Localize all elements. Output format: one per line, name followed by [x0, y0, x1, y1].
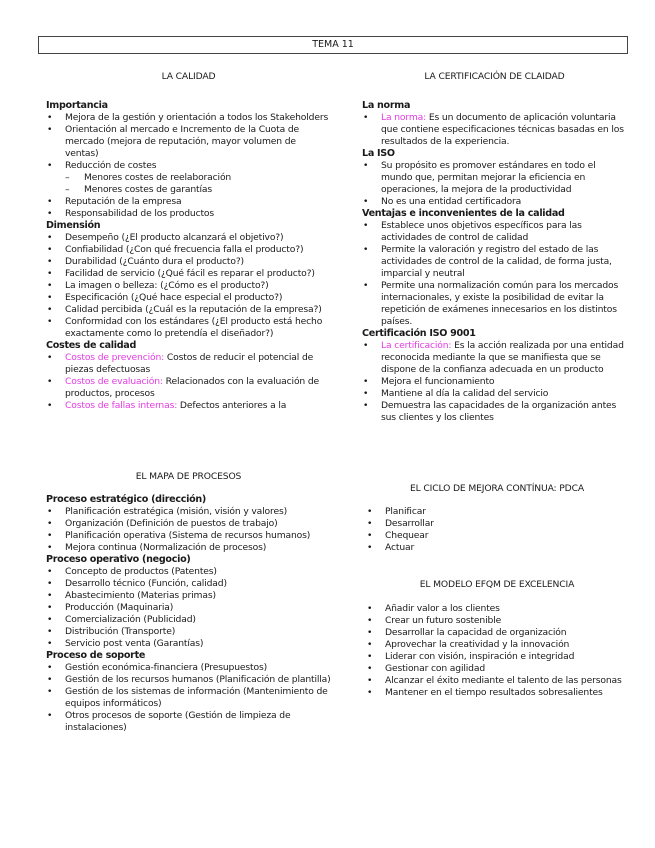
- list-item: • Gestionar con agilidad: [366, 663, 628, 675]
- pdca-list: [366, 506, 628, 554]
- list-item: • No es una entidad certificadora: [362, 196, 627, 208]
- term-definition: Es la acción realizada por una entidad reconocida mediante la que se manifiesta que se dispone de la confianza adecuada en un producto: [381, 340, 624, 375]
- list-item: • Demuestra las capacidades de la organización antes sus clientes y los clientes: [362, 400, 627, 424]
- norma-heading: La norma: [362, 100, 411, 111]
- dimension-list: [46, 232, 331, 340]
- term-definition: Costos de reducir el potencial de piezas defectuosas: [65, 352, 314, 375]
- list-item: [46, 376, 331, 400]
- list-item: • Servicio post venta (Garantías): [46, 638, 331, 650]
- dimension-heading: Dimensión: [46, 220, 101, 231]
- list-item: [46, 352, 331, 376]
- efqm-list: [366, 603, 628, 699]
- iso9001-heading: Certificación ISO 9001: [362, 328, 476, 339]
- calidad-section: [46, 71, 331, 412]
- ventajas-heading: Ventajas e inconvenientes de la calidad: [362, 208, 565, 219]
- term-definition: Es un documento de aplicación voluntaria que contiene especificaciones técnicas basadas en los resultados de la experiencia.: [381, 112, 624, 147]
- certificacion-title: LA CERTIFICACIÓN DE CLAIDAD: [424, 71, 565, 82]
- term-definition: Defectos anteriores a la: [177, 400, 287, 411]
- importancia-heading: Importancia: [46, 100, 108, 111]
- list-item: • Permite la valoración y registro del estado de las actividades de control de la calidad, de forma justa, imparcial y neutral: [362, 244, 627, 280]
- list-item: • Mejora el funcionamiento: [362, 376, 627, 388]
- list-item: • Conformidad con los estándares (¿El producto está hecho exactamente como lo pretendía el diseñador?): [46, 316, 331, 340]
- ventajas-list: [362, 220, 627, 328]
- list-item: • Calidad percibida (¿Cuál es la reputación de la empresa?): [46, 304, 331, 316]
- list-item: • Gestión de los sistemas de información (Mantenimiento de equipos informáticos): [46, 686, 331, 710]
- list-item: • Abastecimiento (Materias primas): [46, 590, 331, 602]
- costes-heading: Costes de calidad: [46, 340, 137, 351]
- list-item: • Durabilidad (¿Cuánto dura el producto?): [46, 256, 331, 268]
- iso-list: [362, 160, 627, 208]
- list-item: • Mantener en el tiempo resultados sobresalientes: [366, 687, 628, 699]
- list-item: • Añadir valor a los clientes: [366, 603, 628, 615]
- list-item: • Chequear: [366, 530, 628, 542]
- highlight-term: La certificación:: [381, 340, 452, 351]
- mapa-title: EL MAPA DE PROCESOS: [135, 471, 242, 482]
- list-item: • Responsabilidad de los productos: [46, 208, 331, 220]
- costes-list: [46, 352, 331, 412]
- highlight-term: La norma:: [381, 112, 427, 123]
- list-item: • Su propósito es promover estándares en todo el mundo que, permitan mejorar la eficiencia en operaciones, la mejora de la productividad: [362, 160, 627, 196]
- list-item: [362, 112, 627, 148]
- list-item: • Planificar: [366, 506, 628, 518]
- estrategico-heading: Proceso estratégico (dirección): [46, 494, 207, 505]
- list-item: • Reducción de costes: [46, 160, 331, 172]
- operativo-list: [46, 566, 331, 650]
- list-item: • Liderar con visión, inspiración e integridad: [366, 651, 628, 663]
- soporte-heading: Proceso de soporte: [46, 650, 146, 661]
- list-item: • Distribución (Transporte): [46, 626, 331, 638]
- list-item: • Desempeño (¿El producto alcanzará el objetivo?): [46, 232, 331, 244]
- list-subitem: – Menores costes de garantías: [46, 184, 331, 196]
- page-title: TEMA 11: [38, 36, 628, 54]
- list-item: • Orientación al mercado e Incremento de la Cuota de mercado (mejora de reputación, mayor volumen de ventas): [46, 124, 331, 160]
- list-item: • Desarrollar: [366, 518, 628, 530]
- list-item: • Permite una normalización común para los mercados internacionales, y existe la posibilidad de evitar la repetición de exámenes innecesarios en los distintos países.: [362, 280, 627, 328]
- list-item: • Planificación operativa (Sistema de recursos humanos): [46, 530, 331, 542]
- mapa-section: [46, 471, 331, 734]
- list-item: • Aprovechar la creatividad y la innovación: [366, 639, 628, 651]
- list-subitem: – Menores costes de reelaboración: [46, 172, 331, 184]
- list-item: • Mantiene al día la calidad del servicio: [362, 388, 627, 400]
- certificacion-section: [362, 71, 627, 424]
- highlight-term: Costos de fallas internas:: [65, 400, 178, 411]
- list-item: • Otros procesos de soporte (Gestión de limpieza de instalaciones): [46, 710, 331, 734]
- list-item: • Establece unos objetivos específicos para las actividades de control de calidad: [362, 220, 627, 244]
- iso-heading: La ISO: [362, 148, 395, 159]
- highlight-term: Costos de evaluación:: [65, 376, 163, 387]
- list-item: • Actuar: [366, 542, 628, 554]
- calidad-title: LA CALIDAD: [161, 71, 216, 82]
- list-item: [362, 340, 627, 376]
- list-item: • Crear un futuro sostenible: [366, 615, 628, 627]
- list-item: • Comercialización (Publicidad): [46, 614, 331, 626]
- list-item: • Mejora continua (Normalización de procesos): [46, 542, 331, 554]
- list-item: [46, 400, 331, 412]
- list-item: • Desarrollar la capacidad de organización: [366, 627, 628, 639]
- operativo-heading: Proceso operativo (negocio): [46, 554, 191, 565]
- efqm-section: [366, 579, 628, 699]
- norma-list: [362, 112, 627, 148]
- list-item: • Mejora de la gestión y orientación a todos los Stakeholders: [46, 112, 331, 124]
- list-item: • Gestión de los recursos humanos (Planificación de plantilla): [46, 674, 331, 686]
- list-item: • Alcanzar el éxito mediante el talento de las personas: [366, 675, 628, 687]
- list-item: • Confiabilidad (¿Con qué frecuencia falla el producto?): [46, 244, 331, 256]
- list-item: • Gestión económica-financiera (Presupuestos): [46, 662, 331, 674]
- list-item: • Planificación estratégica (misión, visión y valores): [46, 506, 331, 518]
- list-item: • Organización (Definición de puestos de trabajo): [46, 518, 331, 530]
- pdca-section: [366, 483, 628, 554]
- list-item: • Reputación de la empresa: [46, 196, 331, 208]
- list-item: • Especificación (¿Qué hace especial el producto?): [46, 292, 331, 304]
- list-item: • Desarrollo técnico (Función, calidad): [46, 578, 331, 590]
- list-item: • Facilidad de servicio (¿Qué fácil es reparar el producto?): [46, 268, 331, 280]
- list-item: • Producción (Maquinaria): [46, 602, 331, 614]
- highlight-term: Costos de prevención:: [65, 352, 165, 363]
- list-item: • La imagen o belleza: (¿Cómo es el producto?): [46, 280, 331, 292]
- estrategico-list: [46, 506, 331, 554]
- pdca-title: EL CICLO DE MEJORA CONTÍNUA: PDCA: [410, 483, 584, 494]
- importancia-list: [46, 112, 331, 220]
- iso9001-list: [362, 340, 627, 424]
- soporte-list: [46, 662, 331, 734]
- efqm-title: EL MODELO EFQM DE EXCELENCIA: [419, 579, 575, 590]
- list-item: • Concepto de productos (Patentes): [46, 566, 331, 578]
- term-definition: Relacionados con la evaluación de productos, procesos: [65, 376, 320, 399]
